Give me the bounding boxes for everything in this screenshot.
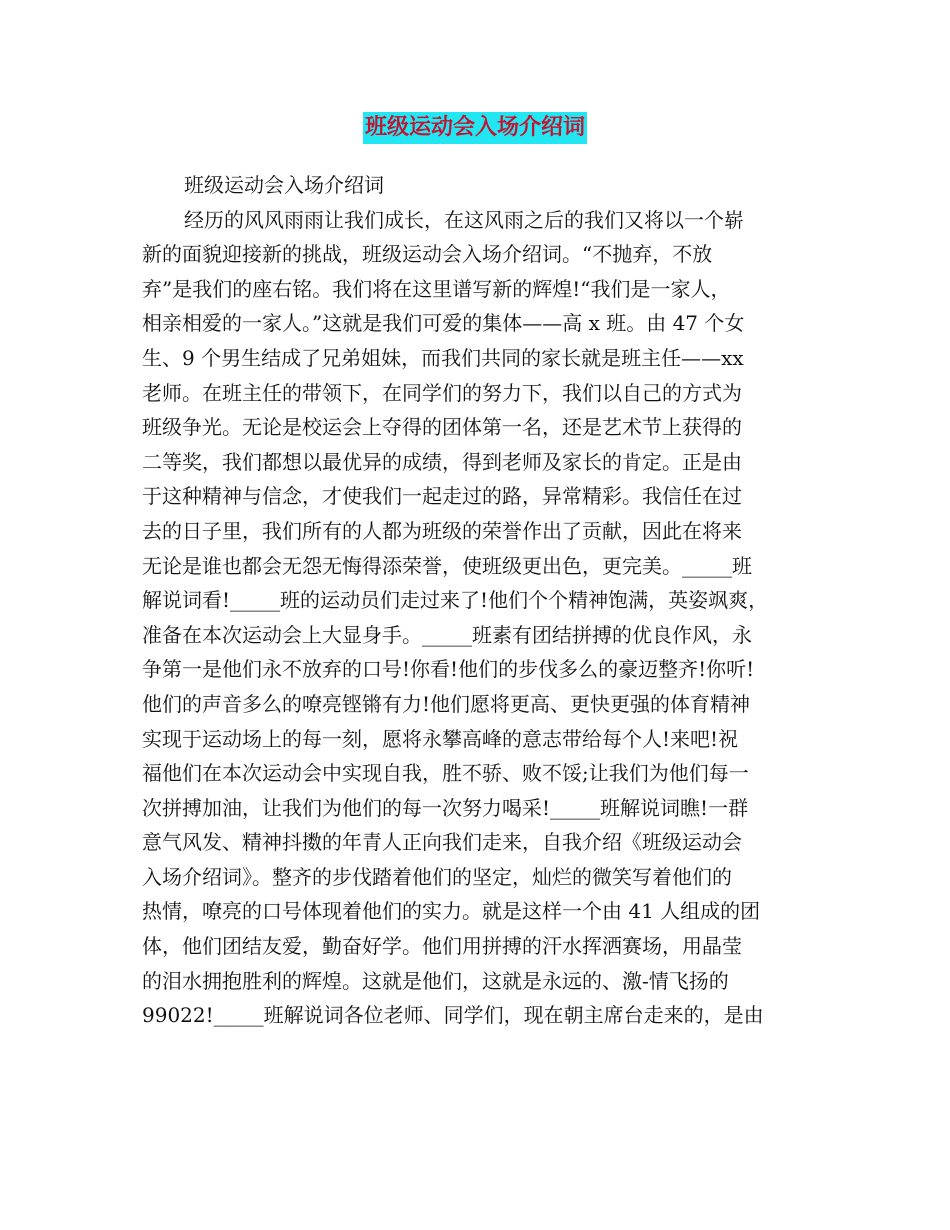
paragraph-line: 意气风发、精神抖擞的年青人正向我们走来，自我介绍《班级运动会 — [142, 830, 742, 855]
paragraph-line: 体，他们团结友爱，勤奋好学。他们用拼搏的汗水挥洒赛场，用晶莹 — [142, 934, 742, 959]
paragraph-line: 实现于运动场上的每一刻，愿将永攀高峰的意志带给每个人!来吧!祝 — [142, 726, 739, 751]
title-container — [0, 112, 950, 144]
document-body — [142, 168, 822, 1033]
paragraph-line: 准备在本次运动会上大显身手。_____班素有团结拼搏的优良作风，永 — [142, 622, 752, 647]
paragraph-line: 解说词看!_____班的运动员们走过来了!他们个个精神饱满，英姿飒爽， — [142, 588, 769, 613]
paragraph-line: 新的面貌迎接新的挑战，班级运动会入场介绍词。“不抛弃，不放 — [142, 242, 713, 267]
paragraph-line: 热情，嘹亮的口号体现着他们的实力。就是这样一个由 41 人组成的团 — [142, 899, 761, 924]
paragraph-line: 无论是谁也都会无怨无悔得添荣誉，使班级更出色，更完美。_____班 — [142, 553, 752, 578]
subtitle-line: 班级运动会入场介绍词 — [184, 173, 384, 197]
paragraph-line: 生、9 个男生结成了兄弟姐妹，而我们共同的家长就是班主任——xx — [142, 345, 744, 370]
paragraph-line: 相亲相爱的一家人。”这就是我们可爱的集体——高 x 班。由 47 个女 — [142, 311, 745, 336]
paragraph-line: 次拼搏加油，让我们为他们的每一次努力喝采!_____班解说词瞧!一群 — [142, 795, 749, 820]
paragraph-line: 去的日子里，我们所有的人都为班级的荣誉作出了贡献，因此在将来 — [142, 518, 742, 543]
paragraph-line: 入场介绍词》。整齐的步伐踏着他们的坚定，灿烂的微笑写着他们的 — [142, 864, 732, 889]
paragraph-line: 的泪水拥抱胜利的辉煌。这就是他们，这就是永远的、激-情飞扬的 — [142, 968, 729, 993]
paragraph-line: 福他们在本次运动会中实现自我，胜不骄、败不馁;让我们为他们每一 — [142, 761, 749, 786]
paragraph-line: 经历的风风雨雨让我们成长，在这风雨之后的我们又将以一个崭 — [184, 207, 744, 232]
paragraph-line: 班级争光。无论是校运会上夺得的团体第一名，还是艺术节上获得的 — [142, 415, 742, 440]
paragraph-line: 老师。在班主任的带领下，在同学们的努力下，我们以自己的方式为 — [142, 380, 742, 405]
document-title: 班级运动会入场介绍词 — [363, 112, 587, 144]
paragraph-line: 争第一是他们永不放弃的口号!你看!他们的步伐多么的豪迈整齐!你听! — [142, 657, 755, 682]
paragraph-line: 99022!_____班解说词各位老师、同学们，现在朝主席台走来的，是由 — [142, 1003, 764, 1028]
paragraph-line: 二等奖，我们都想以最优异的成绩，得到老师及家长的肯定。正是由 — [142, 449, 742, 474]
paragraph-line: 于这种精神与信念，才使我们一起走过的路，异常精彩。我信任在过 — [142, 484, 742, 509]
paragraph-line: 他们的声音多么的嘹亮铿锵有力!他们愿将更高、更快更强的体育精神 — [142, 691, 751, 716]
paragraph-line: 弃”是我们的座右铭。我们将在这里谱写新的辉煌!“我们是一家人， — [142, 276, 731, 301]
